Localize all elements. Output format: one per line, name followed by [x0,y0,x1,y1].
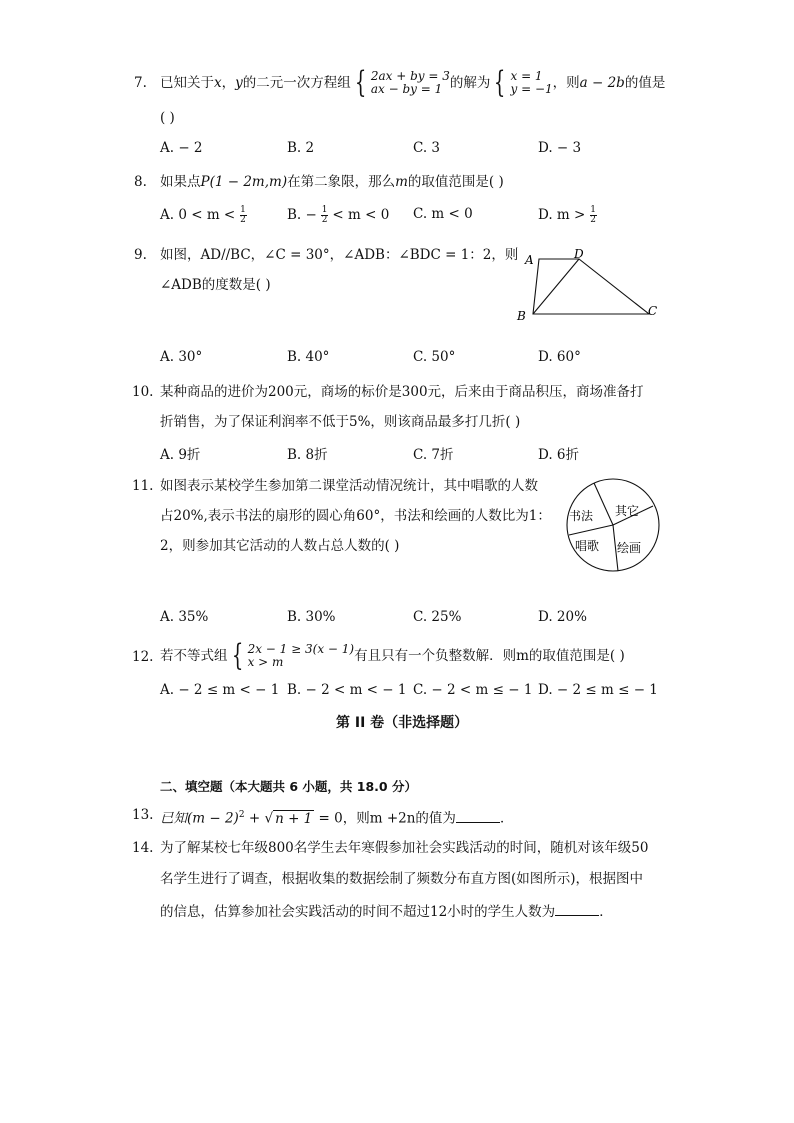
q12-ineq-line1: 2x − 1 ≥ 3(x − 1) [247,642,355,656]
q14-number: 14. [132,840,154,856]
q13-number: 13. [132,807,154,823]
q7-text-pre: 已知关于 [160,75,214,91]
q11-option-c: C. 25% [413,609,462,625]
q8-option-c: C. m < 0 [413,206,473,222]
q8-option-d-text: D. m > [538,207,586,223]
q7-var-y: y [235,75,243,91]
q7-stem [160,64,665,102]
q7-equation-system: { 2ax + by = 3 ax − by = 1 [354,65,450,100]
q9-line2: ∠ADB的度数是( ) [160,277,271,293]
q11-pie-label-other: 其它 [615,504,640,518]
q7-sol-line1: x = 1 [510,69,543,83]
q8-option-b-fraction: $\frac{1}{2}$ [321,205,328,225]
q9-line1: 如图，AD//BC，∠C = 30°，∠ADB：∠BDC = 1：2，则 [160,247,519,263]
q7-sol-line2: y = −1 [510,82,553,96]
q10-option-c: C. 7折 [413,447,454,463]
q8-option-b-text-post: < m < 0 [332,207,390,223]
q14-line3 [160,901,613,922]
q9-option-d: D. 60° [538,349,581,365]
q10-line2: 折销售，为了保证利润率不低于5%，则该商品最多打几折( ) [160,414,521,430]
q13-stem [160,805,513,829]
q12-text-post: 有且只有一个负整数解．则m的取值范围是( ) [354,648,625,664]
q14-line3-text: 的信息，估算参加社会实践活动的时间不超过12小时的学生人数为 [160,904,556,920]
q8-stem [160,172,504,192]
q12-option-a: A. − 2 ≤ m < − 1 [160,682,280,698]
q7-text-end: 的值是 [624,75,666,91]
q14-line1: 为了解某校七年级800名学生去年寒假参加社会实践活动的时间，随机对该年级50 [160,840,649,856]
q11-line1: 如图表示某校学生参加第二课堂活动情况统计，其中唱歌的人数 [160,478,538,494]
q14-answer-blank[interactable] [555,901,599,916]
q8-option-a-fraction: $\frac{1}{2}$ [240,205,246,225]
q8-text-pre: 如果点 [160,174,201,190]
q9-option-a: A. 30° [160,349,203,365]
part2-title: 第 II 卷（非选择题） [336,715,469,731]
q13-text-post: = 0，则m +2n的值为 [314,810,456,827]
q14-text-end: ． [599,904,613,920]
q12-stem [160,637,625,675]
q7-option-a: A. − 2 [160,140,203,156]
q7-sol-text: 的解为 [449,75,491,91]
q9-option-b: B. 40° [287,349,330,365]
q12-ineq-line2: x > m [247,655,284,669]
q9-number: 9. [134,247,147,263]
q10-option-d: D. 6折 [538,447,580,463]
q11-option-b: B. 30% [287,609,336,625]
q11-line2: 占20%,表示书法的扇形的圆心角60°，书法和绘画的人数比为1： [160,508,551,524]
q12-inequality-system: { 2x − 1 ≥ 3(x − 1) x > m [231,638,355,673]
q7-option-c: C. 3 [413,140,441,156]
q11-number: 11. [132,478,154,494]
q11-pie-chart [563,475,665,575]
q7-text-post: ，则 [552,75,580,91]
q12-text-pre: 若不等式组 [160,648,228,664]
q10-option-b: B. 8折 [287,447,328,463]
q8-text-end: 的取值范围是( ) [407,174,504,190]
q9-label-d: D [574,247,584,261]
q10-number: 10. [132,384,154,400]
q11-option-d: D. 20% [538,609,587,625]
q12-number: 12. [132,649,154,665]
q8-option-b-text: B. − [287,207,317,223]
q10-option-a: A. 9折 [160,447,201,463]
q13-exponent: 2 [238,810,245,820]
q9-figure [515,245,665,325]
q7-option-b: B. 2 [287,140,315,156]
section2-heading: 二、填空题（本大题共 6 小题，共 18.0 分） [160,779,417,794]
q11-pie-label-painting: 绘画 [617,541,642,555]
q11-line3: 2，则参加其它活动的人数占总人数的( ) [160,538,400,554]
q8-option-a-text: A. 0 < m < [160,207,236,223]
q8-var-m: m [395,174,408,190]
q7-number: 7. [134,75,147,91]
q7-eq-line1: 2ax + by = 3 [370,69,450,83]
q14-line2: 名学生进行了调查，根据收集的数据绘制了频数分布直方图(如图所示)，根据图中 [160,871,644,887]
q7-text-mid: 的二元一次方程组 [242,75,351,91]
q7-var-x: x [214,75,222,91]
q8-text-mid: 在第二象限，那么 [287,174,396,190]
q8-point: P(1 − 2m,m) [200,174,288,190]
q7-eq-line2: ax − by = 1 [370,82,443,96]
q9-label-a: A [525,253,534,267]
q12-option-b: B. − 2 < m < − 1 [287,682,407,698]
q7-solution-system: { x = 1 y = −1 [494,65,553,100]
q13-text-mid: + [244,810,265,827]
q7-comma: ， [221,75,236,91]
q11-pie-label-singing: 唱歌 [575,539,600,553]
q7-paren: ( ) [160,110,175,126]
q8-option-a [160,206,247,225]
q10-line1: 某种商品的进价为200元，商场的标价是300元，后来由于商品积压，商场准备打 [160,384,644,400]
q8-option-d-fraction: $\frac{1}{2}$ [590,205,596,225]
q8-option-d [538,206,597,225]
q8-number: 8. [134,174,147,190]
q12-option-c: C. − 2 < m ≤ − 1 [413,682,533,698]
q13-text-end: ． [499,810,514,827]
q13-sqrt: √ n + 1 [264,810,313,827]
q7-option-d: D. − 3 [538,140,582,156]
q13-answer-blank[interactable] [456,808,500,823]
q11-pie-label-calligraphy: 书法 [569,509,594,523]
q9-option-c: C. 50° [413,349,456,365]
q9-label-c: C [648,304,658,318]
q12-option-d: D. − 2 ≤ m ≤ − 1 [538,682,658,698]
q13-text-pre: 已知(m − 2) [160,810,239,827]
q9-label-b: B [517,309,526,323]
q7-expr: a − 2b [579,75,625,91]
q11-option-a: A. 35% [160,609,209,625]
q8-option-b [287,206,389,225]
